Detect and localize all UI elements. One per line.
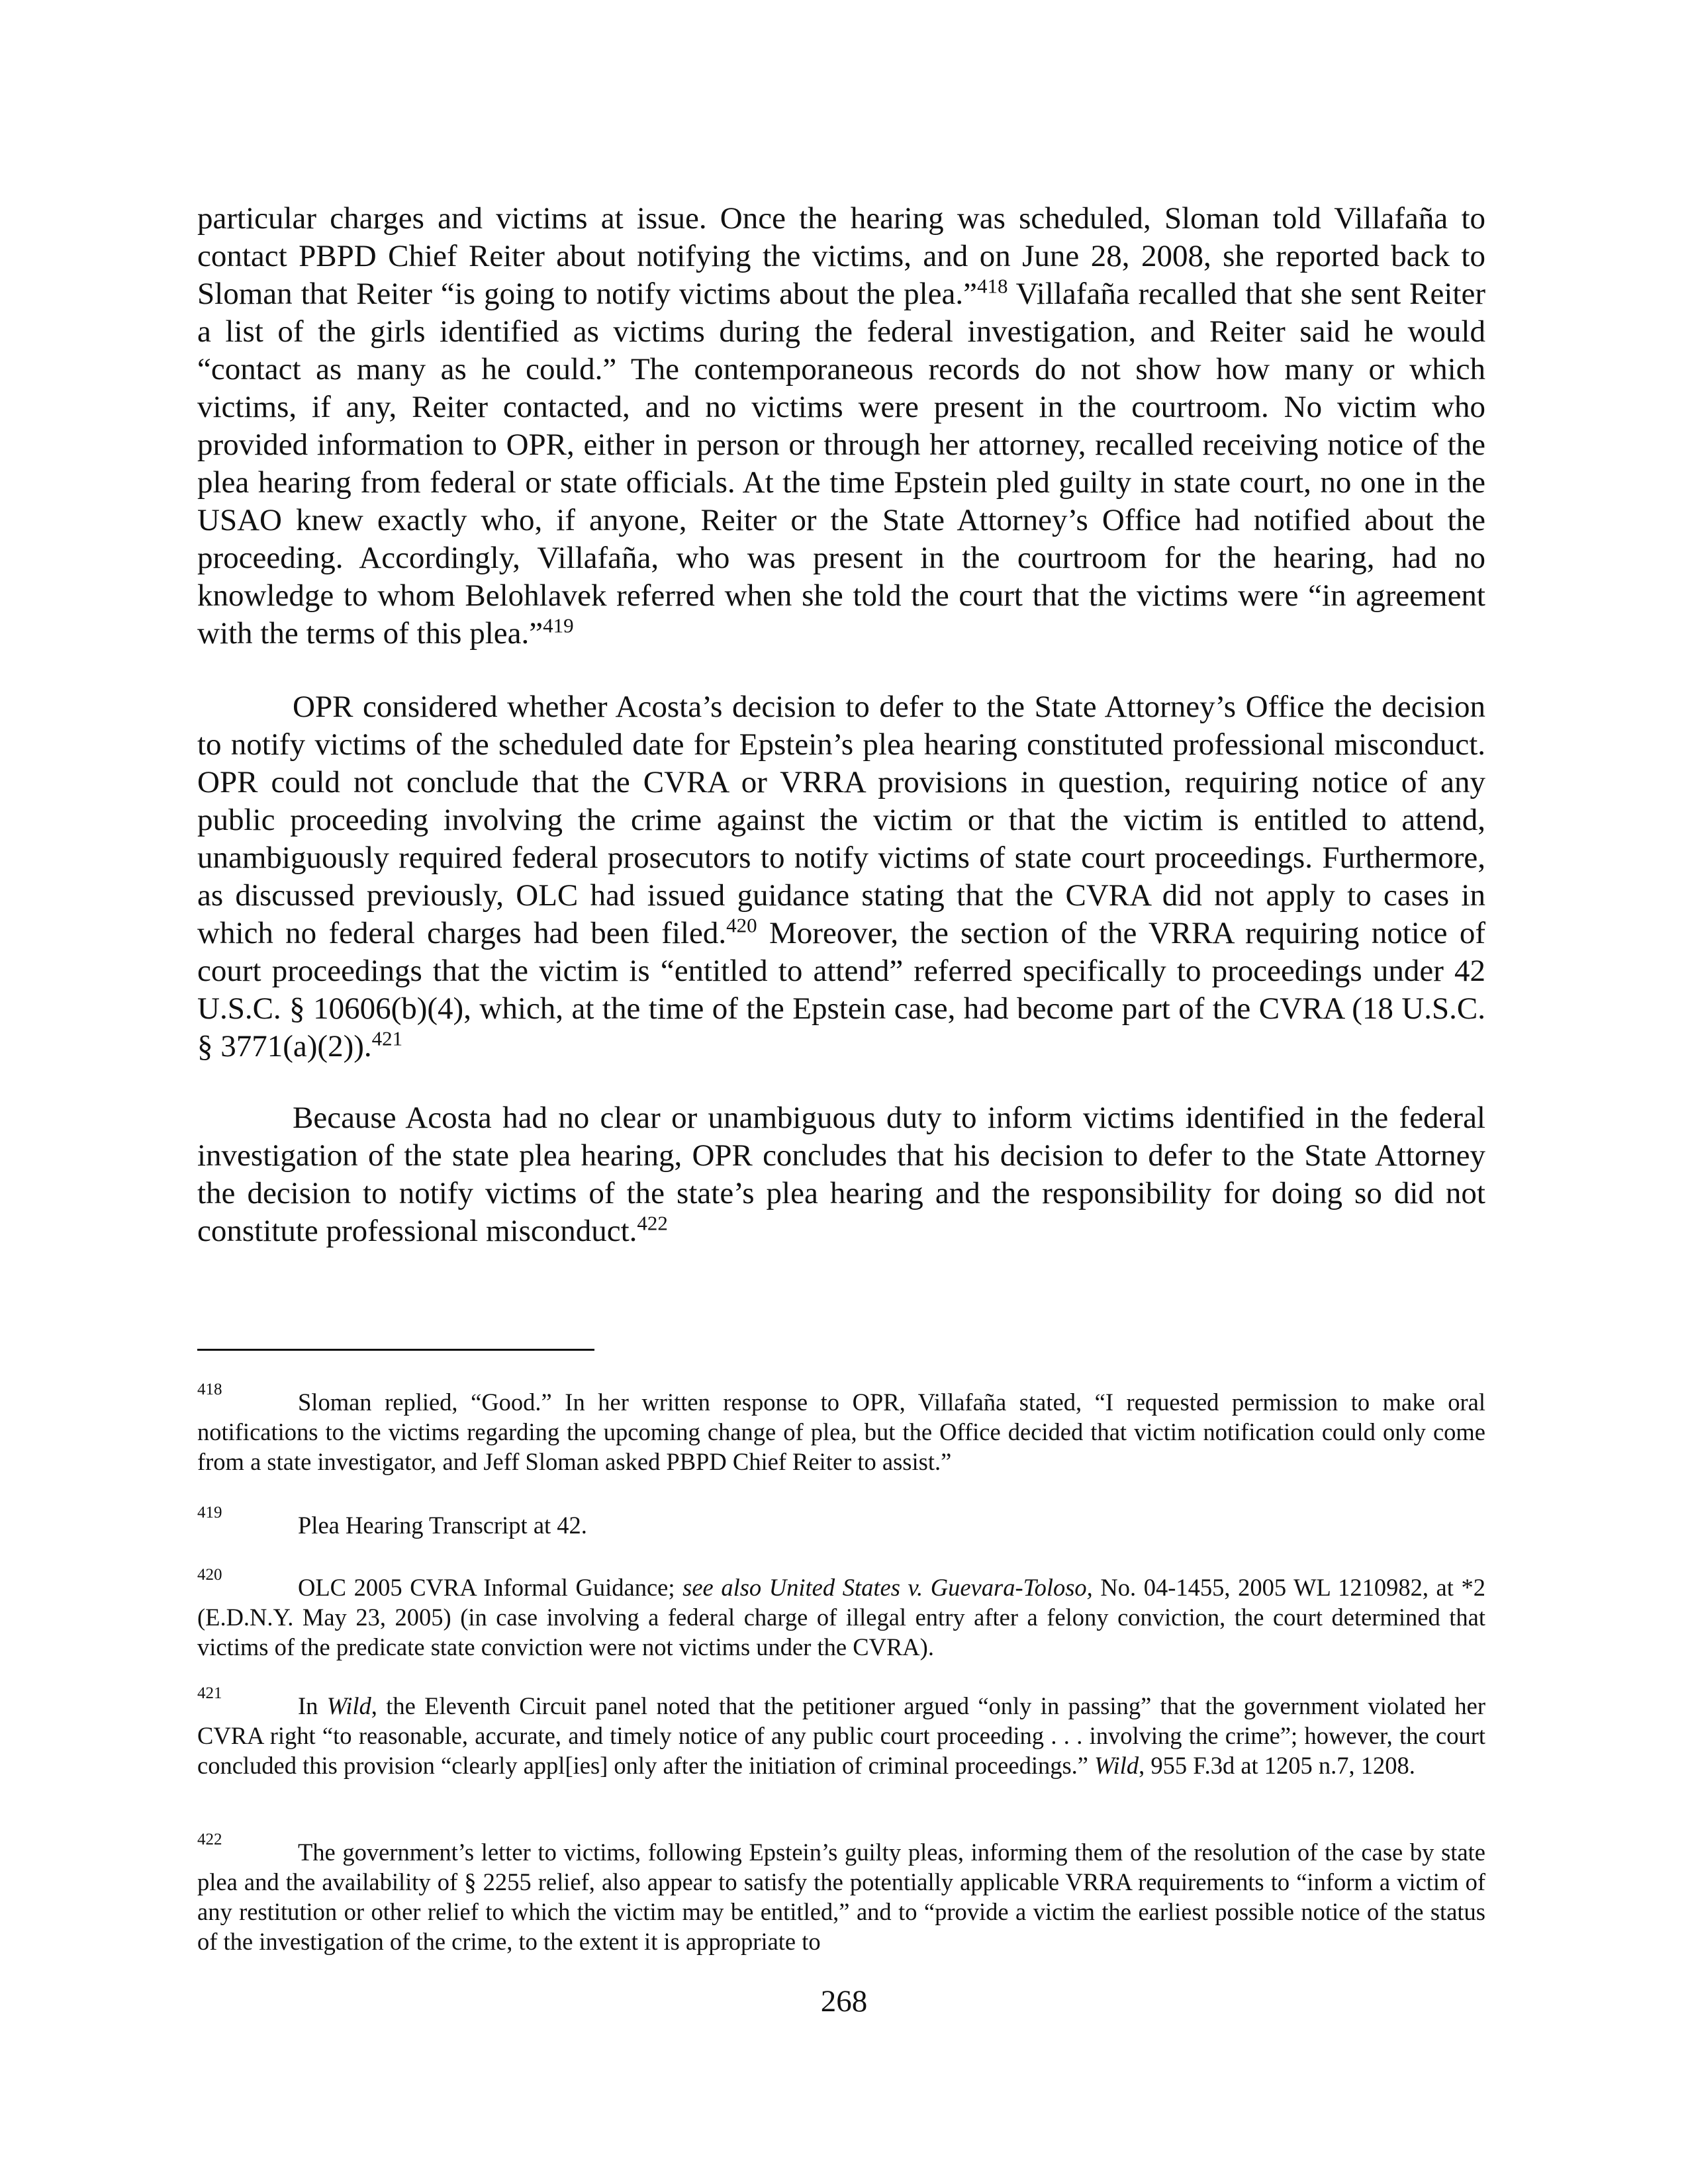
footnote-text: No. 04-1455, 2005 WL 1210982, at *2 (E.D.N.Y. May 23, 2005) (in case involving a federal charge of illegal entry after a felony conviction, the court determined that victims of the predicate state conviction were not victims under the CVRA). (197, 1574, 1485, 1661)
body-paragraph-1 (197, 200, 1485, 653)
footnote-ref-422[interactable]: 422 (637, 1211, 668, 1235)
case-name: Wild (326, 1692, 371, 1719)
footnote-text: Plea Hearing Transcript at 42. (298, 1512, 587, 1539)
footnote-divider (197, 1349, 594, 1351)
footnote-ref-421[interactable]: 421 (371, 1026, 403, 1050)
footnote-text: The government’s letter to victims, following Epstein’s guilty pleas, informing them of the resolution of the case by state plea and the availability of § 2255 relief, also appear to satisfy the potentially applicable VRRA requirements to “inform a victim of any restitution or other relief to which the victim may be entitled,” and to “provide a victim the earliest possible notice of the status of the investigation of the crime, to the extent it is appropriate to (197, 1839, 1485, 1955)
case-citation: see also United States v. Guevara-Toloso, (682, 1574, 1093, 1601)
footnote-418 (197, 1381, 1485, 1477)
footnote-text: Sloman replied, “Good.” In her written response to OPR, Villafaña stated, “I requested permission to make oral notifications to the victims regarding the upcoming change of plea, but the Office decided that victim notification could only come from a state investigator, and Jeff Sloman asked PBPD Chief Reiter to assist.” (197, 1388, 1485, 1475)
paragraph-text: Because Acosta had no clear or unambiguous duty to inform victims identified in the federal investigation of the state plea hearing, OPR concludes that his decision to defer to the State Attorney the decision to notify victims of the state’s plea hearing and the responsibility for doing so did not constitute professional misconduct. (197, 1101, 1485, 1248)
case-name: Wild (1094, 1752, 1139, 1779)
footnote-text: , 955 F.3d at 1205 n.7, 1208. (1139, 1752, 1415, 1779)
footnote-number: 422 (197, 1831, 222, 1848)
footnote-text: OLC 2005 CVRA Informal Guidance; (298, 1574, 683, 1601)
footnote-text: , the Eleventh Circuit panel noted that the petitioner argued “only in passing” that the government violated her CVRA right “to reasonable, accurate, and timely notice of any public court proceeding . . . involving the crime”; however, the court concluded this provision “clearly appl[ies] only after the initiation of criminal proceedings.” (197, 1692, 1486, 1779)
page-number: 268 (820, 1984, 868, 2019)
footnote-ref-418[interactable]: 418 (977, 274, 1008, 298)
paragraph-text: Moreover, the section of the VRRA requiring notice of court proceedings that the victim is “entitled to attend” referred specifically to proceedings under 42 U.S.C. § 10606(b)(4), which, at the time of the Epstein case, had become part of the CVRA (18 U.S.C. § 3771(a)(2)). (197, 916, 1485, 1064)
footnote-ref-419[interactable]: 419 (543, 614, 574, 637)
paragraph-text: OPR considered whether Acosta’s decision to defer to the State Attorney’s Office the decision to notify victims of the scheduled date for Epstein’s plea hearing constituted professional misconduct. OPR could not conclude that the CVRA or VRRA provisions in question, requiring notice of any public proceeding involving the crime against the victim or that the victim is entitled to attend, unambiguously required federal prosecutors to notify victims of state court proceedings. Furthermore, as discussed previously, OLC had issued guidance stating that the CVRA did not apply to cases in which no federal charges had been filed. (197, 690, 1485, 950)
paragraph-text: Villafaña recalled that she sent Reiter a list of the girls identified as victims during the federal investigation, and Reiter said he would “contact as many as he could.” The contemporaneous records do not show how many or which victims, if any, Reiter contacted, and no victims were present in the courtroom. No victim who provided information to OPR, either in person or through her attorney, recalled receiving notice of the plea hearing from federal or state officials. At the time Epstein pled guilty in state court, no one in the USAO knew exactly who, if anyone, Reiter or the State Attorney’s Office had notified about the proceeding. Accordingly, Villafaña, who was present in the courtroom for the hearing, had no knowledge to whom Belohlavek referred when she told the court that the victims were “in agreement with the terms of this plea.” (197, 277, 1485, 651)
footnote-ref-420[interactable]: 420 (726, 913, 757, 937)
footnote-422 (197, 1831, 1485, 1956)
footnote-421 (197, 1684, 1486, 1780)
footnote-number: 421 (197, 1684, 222, 1702)
body-paragraph-3 (197, 1099, 1485, 1250)
footnote-419 (197, 1504, 1485, 1540)
footnote-number: 419 (197, 1504, 222, 1522)
paragraph-text: particular charges and victims at issue. Once the hearing was scheduled, Sloman told Villafaña to contact PBPD Chief Reiter about notifying the victims, and on June 28, 2008, she reported back to Sloman that Reiter “is going to notify victims about the plea.” (197, 201, 1485, 311)
footnote-text: In (298, 1692, 327, 1719)
footnote-420 (197, 1566, 1485, 1662)
footnote-number: 420 (197, 1566, 222, 1584)
footnote-number: 418 (197, 1381, 222, 1398)
body-paragraph-2 (197, 688, 1485, 1066)
